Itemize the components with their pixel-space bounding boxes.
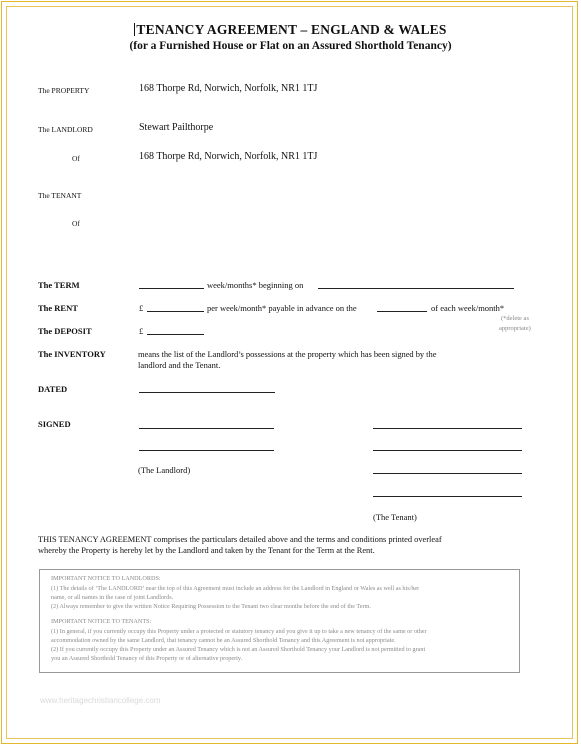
rent-day-field[interactable] xyxy=(377,311,427,312)
agreement-line-1: THIS TENANCY AGREEMENT comprises the particulars detailed above and the terms and conditions printed overleaf xyxy=(38,535,442,544)
landlord-signature-caption: (The Landlord) xyxy=(138,465,191,475)
agreement-line-2: whereby the Property is hereby let by the Landlord and taken by the Tenant for the Term at the Rent. xyxy=(38,545,375,555)
tenants-notice-1a: (1) In general, if you currently occupy this Property under a protected or statutory tenancy and you give it up to take a new tenancy of the same or other xyxy=(51,628,427,635)
tenants-notice-2b: you an Assured Shorthold Tenancy of this Property or of alternative property. xyxy=(51,655,243,662)
tenant-label: The TENANT xyxy=(38,191,82,200)
rent-currency: £ xyxy=(139,303,144,313)
landlords-notice-1a: (1) The details of ‘The LANDLORD’ near the top of this Agreement must include an address for the Landlord in England or Wales as well as his/her xyxy=(51,585,420,592)
deposit-label: The DEPOSIT xyxy=(38,326,92,336)
rent-text: per week/month* payable in advance on the xyxy=(207,303,357,313)
rent-amount-field[interactable] xyxy=(147,311,204,312)
tenants-notice-2a: (2) If you currently occupy this Property under an Assured Tenancy which is not an Assured Shorthold Tenancy your Landlord is not permitted to grant xyxy=(51,646,426,653)
tenant-signature-line-3[interactable] xyxy=(373,473,522,474)
tenant-signature-caption: (The Tenant) xyxy=(373,512,417,522)
watermark: www.heritagechristiancollege.com xyxy=(40,696,161,705)
document-title-text: TENANCY AGREEMENT – ENGLAND & WALES xyxy=(136,22,447,37)
delete-note-line2: appropriate) xyxy=(499,325,531,332)
rent-label: The RENT xyxy=(38,303,78,313)
term-label: The TERM xyxy=(38,280,80,290)
deposit-amount-field[interactable] xyxy=(147,334,204,335)
deposit-currency: £ xyxy=(139,326,144,336)
landlord-label: The LANDLORD xyxy=(38,125,93,134)
term-start-date-field[interactable] xyxy=(318,288,514,289)
landlord-of-label: Of xyxy=(72,154,80,163)
inventory-label: The INVENTORY xyxy=(38,349,106,359)
property-value[interactable]: 168 Thorpe Rd, Norwich, Norfolk, NR1 1TJ xyxy=(139,83,318,94)
inventory-text-line2: landlord and the Tenant. xyxy=(138,360,221,370)
term-text: week/months* beginning on xyxy=(207,280,304,290)
landlord-address[interactable]: 168 Thorpe Rd, Norwich, Norfolk, NR1 1TJ xyxy=(139,151,318,162)
tenant-of-label: Of xyxy=(72,219,80,228)
dated-label: DATED xyxy=(38,384,68,394)
signed-label: SIGNED xyxy=(38,419,71,429)
term-length-field[interactable] xyxy=(139,288,204,289)
landlord-value[interactable]: Stewart Pailthorpe xyxy=(139,122,214,133)
agreement-paragraph xyxy=(38,535,508,556)
tenant-signature-line-2[interactable] xyxy=(373,450,522,451)
tenant-signature-line-1[interactable] xyxy=(373,428,522,429)
rent-period-text: of each week/month* xyxy=(431,303,505,313)
document-title xyxy=(0,22,581,38)
delete-note-line1: (*delete as xyxy=(501,315,529,322)
tenant-signature-line-4[interactable] xyxy=(373,496,522,497)
landlord-signature-line-2[interactable] xyxy=(139,450,274,451)
document-subtitle: (for a Furnished House or Flat on an Assured Shorthold Tenancy) xyxy=(129,40,452,52)
tenants-notice-1b: accommodation owned by the same Landlord, that tenancy cannot be an Assured Shorthold Tenancy and this Agreement is not appropriate. xyxy=(51,637,396,644)
date-field[interactable] xyxy=(139,392,275,393)
landlord-signature-line-1[interactable] xyxy=(139,428,274,429)
tenants-notice-heading: IMPORTANT NOTICE TO TENANTS: xyxy=(51,618,152,625)
landlords-notice-2: (2) Always remember to give the written Notice Requiring Possession to the Tenant two clear months before the end of the Term. xyxy=(51,603,371,610)
inventory-text-line1: means the list of the Landlord’s possessions at the property which has been signed by the xyxy=(138,349,437,359)
property-label: The PROPERTY xyxy=(38,86,90,95)
landlords-notice-heading: IMPORTANT NOTICE TO LANDLORDS: xyxy=(51,575,161,582)
landlords-notice-1b: name, or all names in the case of joint Landlords. xyxy=(51,594,174,601)
